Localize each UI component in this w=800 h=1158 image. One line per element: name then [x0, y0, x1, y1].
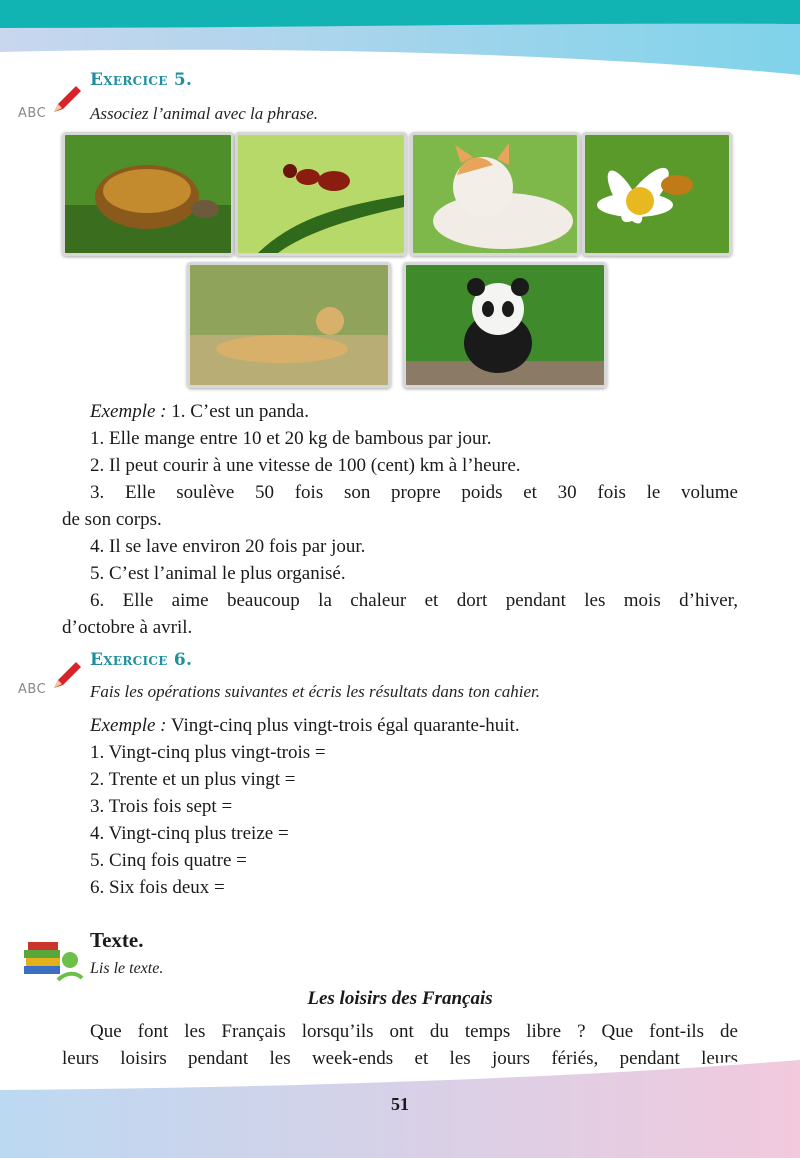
ant-image [235, 132, 407, 256]
exercise5-item: 1. Elle mange entre 10 et 20 kg de bambous par jour. [90, 428, 492, 449]
example-label: Exemple : [90, 715, 167, 736]
exercise6-instruction: Fais les opérations suivantes et écris les résultats dans ton cahier. [90, 682, 540, 701]
example-text: 1. C’est un panda. [166, 401, 309, 422]
pencil-icon [50, 658, 84, 692]
exercise5-item: 4. Il se lave environ 20 fois par jour. [90, 536, 366, 557]
cheetah-image [187, 262, 391, 388]
books-icon [22, 932, 84, 982]
texte-title: Texte. [90, 928, 144, 952]
exercise5-item: de son corps. [62, 509, 162, 530]
exercise6-item: 3. Trois fois sept = [90, 796, 233, 817]
abc-icon: ABC [18, 106, 47, 121]
exercise6-item: 4. Vingt-cinq plus treize = [90, 823, 289, 844]
example-text: Vingt-cinq plus vingt-trois égal quarante-huit. [166, 715, 520, 736]
exercise5-item: 6. Elle aime beaucoup la chaleur et dort pendant les mois d’hiver, [90, 590, 738, 611]
exercise5-example [90, 398, 309, 425]
texte-line: Que font les Français lorsqu’ils ont du temps libre ? Que font-ils de [90, 1021, 738, 1042]
exercise6-title: Exercice 6. [90, 650, 193, 670]
exercise5-title: Exercice 5. [90, 70, 193, 90]
header-band [0, 0, 800, 80]
exercise5-item: d’octobre à avril. [62, 617, 193, 638]
exercise5-item: 5. C’est l’animal le plus organisé. [90, 563, 346, 584]
exercise5-instruction: Associez l’animal avec la phrase. [90, 104, 319, 123]
cat-image [410, 132, 580, 256]
page-number: 51 [391, 1094, 409, 1114]
texte-heading: Les loisirs des Français [307, 988, 493, 1009]
exercise6-item: 1. Vingt-cinq plus vingt-trois = [90, 742, 326, 763]
abc-icon: ABC [18, 682, 47, 697]
texte-line: leurs loisirs pendant les week-ends et les jours fériés, pendant leurs [62, 1048, 738, 1069]
panda-image [403, 262, 607, 388]
tortoise-image [62, 132, 234, 256]
exercise5-item: 2. Il peut courir à une vitesse de 100 (cent) km à l’heure. [90, 455, 521, 476]
texte-instruction: Lis le texte. [90, 960, 164, 977]
pencil-icon [50, 82, 84, 116]
exercise6-item: 5. Cinq fois quatre = [90, 850, 247, 871]
bee-image [582, 132, 732, 256]
example-label: Exemple : [90, 401, 167, 422]
exercise5-item: 3. Elle soulève 50 fois son propre poids et 30 fois le volume [90, 482, 738, 503]
exercise6-example [90, 712, 520, 739]
exercise6-item: 2. Trente et un plus vingt = [90, 769, 296, 790]
exercise6-item: 6. Six fois deux = [90, 877, 225, 898]
